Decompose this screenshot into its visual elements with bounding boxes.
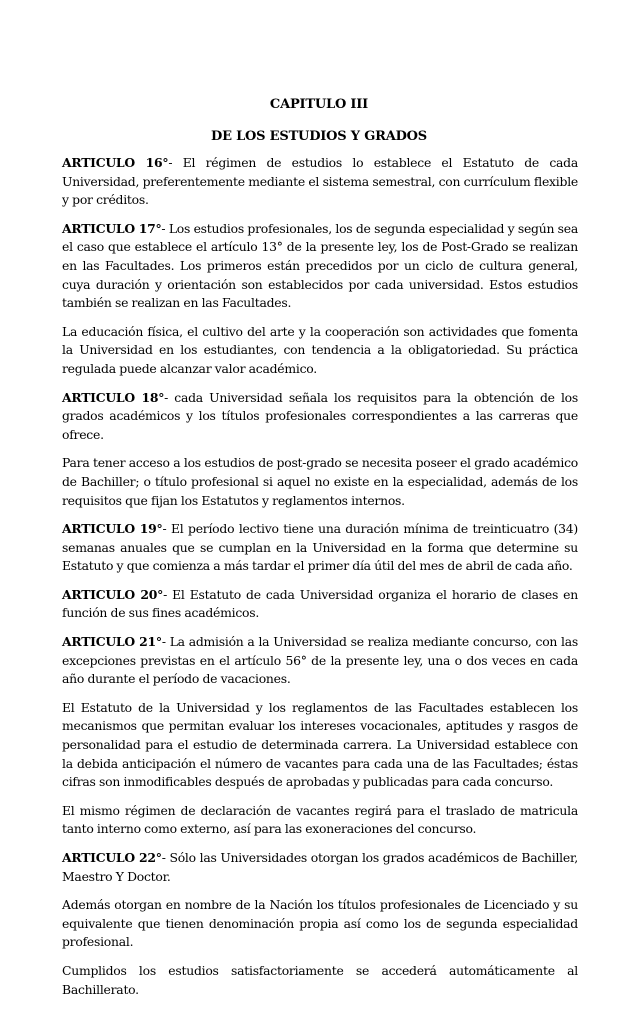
paragraph-text: El mismo régimen de declaración de vacantes regirá para el traslado de matricula tanto interno como externo, así para las exoneraciones del concurso.	[62, 802, 578, 837]
article-20-paragraph	[62, 586, 578, 623]
chapter-heading	[0, 97, 638, 145]
article-text: - cada Universidad señala los requisitos para la obtención de los grados académicos y los títulos profesionales correspondientes a las carreras que ofrece.	[62, 389, 578, 442]
paragraph-text: Cumplidos los estudios satisfactoriamente se accederá automáticamente al Bachillerato.	[62, 962, 578, 997]
paragraph	[62, 962, 578, 999]
article-text: - Los estudios profesionales, los de segunda especialidad y según sea el caso que establece el artículo 13° de la presente ley, los de Post-Grado se realizan en las Facultades. Los primeros están precedidos por un ciclo de cultura general, cuya duración y orientación son establecidos por cada universidad. Estos estudios también se realizan en las Facultades.	[62, 220, 578, 311]
article-18-paragraph	[62, 389, 578, 445]
article-label: ARTICULO 17°	[62, 220, 162, 236]
paragraph-text: El Estatuto de la Universidad y los reglamentos de las Facultades establecen los mecanismos que permitan evaluar los intereses vocacionales, aptitudes y rasgos de personalidad para el estudio de determinada carrera. La Universidad establece con la debida anticipación el número de vacantes para cada una de las Facultades; éstas cifras son inmodificables después de aprobadas y publicadas para cada concurso.	[62, 699, 578, 790]
article-22-paragraph	[62, 849, 578, 886]
article-text: - La admisión a la Universidad se realiza mediante concurso, con las excepciones previstas en el artículo 56° de la presente ley, una o dos veces en cada año durante el período de vacaciones.	[62, 634, 578, 687]
article-21-paragraph	[62, 633, 578, 689]
paragraph-text: La educación física, el cultivo del arte y la cooperación son actividades que fomenta la Universidad en los estudiantes, con tendencia a la obligatoriedad. Su práctica regulada puede alcanzar valor académico.	[62, 323, 578, 376]
article-label: ARTICULO 20°	[62, 586, 164, 602]
article-19-paragraph	[62, 520, 578, 576]
article-text: - Sólo las Universidades otorgan los grados académicos de Bachiller, Maestro Y Doctor.	[62, 850, 578, 884]
paragraph-text: Además otorgan en nombre de la Nación los títulos profesionales de Licenciado y su equivalente que tienen denominación propia así como los de segunda especialidad profesional.	[62, 897, 578, 950]
article-17-paragraph	[62, 220, 578, 313]
chapter-subtitle: DE LOS ESTUDIOS Y GRADOS	[211, 129, 427, 144]
paragraph	[62, 454, 578, 510]
chapter-title: CAPITULO III	[269, 97, 369, 112]
article-16-paragraph	[62, 154, 578, 210]
paragraph	[62, 323, 578, 379]
article-label: ARTICULO 19°	[62, 521, 163, 537]
article-label: ARTICULO 21°	[62, 634, 162, 650]
document-body	[62, 154, 578, 1009]
paragraph	[62, 802, 578, 839]
article-text: - El Estatuto de cada Universidad organiza el horario de clases en función de sus fines académicos.	[62, 586, 578, 621]
paragraph	[62, 896, 578, 952]
article-label: ARTICULO 16°	[62, 155, 169, 170]
paragraph-text: Para tener acceso a los estudios de post-grado se necesita poseer el grado académico de Bachiller; o título profesional si aquel no existe en la especialidad, además de los requisitos que fijan los Estatutos y reglamentos internos.	[62, 455, 578, 508]
paragraph	[62, 699, 578, 792]
article-label: ARTICULO 18°	[62, 389, 165, 405]
article-label: ARTICULO 22°	[62, 850, 162, 865]
article-text: - El período lectivo tiene una duración mínima de treinticuatro (34) semanas anuales que se cumplan en la Universidad en la forma que determine su Estatuto y que comienza a más tardar el primer día útil del mes de abril de cada año.	[62, 521, 579, 574]
article-text: - El régimen de estudios lo establece el Estatuto de cada Universidad, preferentemente mediante el sistema semestral, con currículum flexible y por créditos.	[62, 155, 578, 208]
